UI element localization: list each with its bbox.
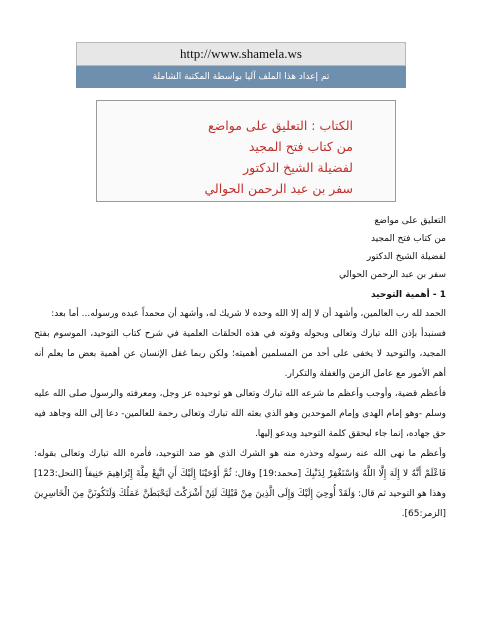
paragraph: فسنبدأ بإذن الله تبارك وتعالى وبحوله وقوته في هذه الحلقات العلمية في شرح كتاب التوحيد، الموسوم بفتح المجيد، والتوحيد لا يخفى على أحد من المسلمين أهميته؛ ولكن ربما غفل الإنسان عن أهمية بعض ما يعلم أنه أهم الأمور مع عامل الزمن والغفلة والتكرار.: [34, 329, 446, 379]
section-heading: 1 - أهمية التوحيد: [370, 290, 446, 300]
source-url[interactable]: http://www.shamela.ws: [76, 42, 406, 66]
meta-line: من كتاب فتح المجيد: [371, 234, 446, 244]
paragraph: الحمد لله رب العالمين، وأشهد أن لا إله إلا الله وحده لا شريك له، وأشهد أن محمداً عبده ورسوله... أما بعد:: [51, 309, 446, 319]
paragraph: فأعظم قضية، وأوجب وأعظم ما شرعه الله تبارك وتعالى هو توحيده عز وجل، ومعرفته والرسول صلى الله عليه وسلم -وهو إمام الهدى وإمام الموحدين وهو الذي بعثه الله تبارك وتعالى رحمة للعالمين- دعا إلى الله وجاهد فيه حق جهاده، إنما جاء ليحقق كلمة التوحيد ويدعو إليها.: [34, 389, 446, 439]
book-source-line: من كتاب فتح المجيد: [248, 139, 353, 154]
book-title-line: الكتاب : التعليق على مواضع: [208, 118, 353, 133]
paragraph: وأعظم ما نهى الله عنه رسوله وحذره منه هو الشرك الذي هو ضد التوحيد، فأمره الله تبارك وتعالى بقوله: فَاعْلَمْ أَنَّهُ لا إِلَهَ إِلَّا اللَّهُ وَاسْتَغْفِرْ لِذَنْبِكَ [محمد:19] وقال: ثُمَّ أَوْحَيْنَا إِلَيْكَ أَنِ اتَّبِعْ مِلَّةَ إِبْرَاهِيمَ حَنِيفاً [النحل:123] وهذا هو التوحيد ثم قال: وَلَقَدْ أُوحِيَ إِلَيْكَ وَإِلَى الَّذِينَ مِنْ قَبْلِكَ لَئِنْ أَشْرَكْتَ لَيَحْبَطَنَّ عَمَلُكَ وَلَتَكُونَنَّ مِنَ الْخَاسِرِينَ [الزمر:65].: [34, 449, 446, 519]
author-title-line: لفضيلة الشيخ الدكتور: [243, 160, 353, 175]
book-title-box: [96, 100, 396, 202]
library-note: تم إعداد هذا الملف آليا بواسطة المكتبة الشاملة: [76, 66, 406, 88]
document-body: [34, 212, 446, 524]
meta-line: سفر بن عبد الرحمن الحوالي: [339, 270, 446, 280]
author-name-line: سفر بن عبد الرحمن الحوالي: [204, 181, 353, 196]
meta-line: التعليق على مواضع: [374, 216, 446, 226]
meta-line: لفضيلة الشيخ الدكتور: [366, 252, 446, 262]
